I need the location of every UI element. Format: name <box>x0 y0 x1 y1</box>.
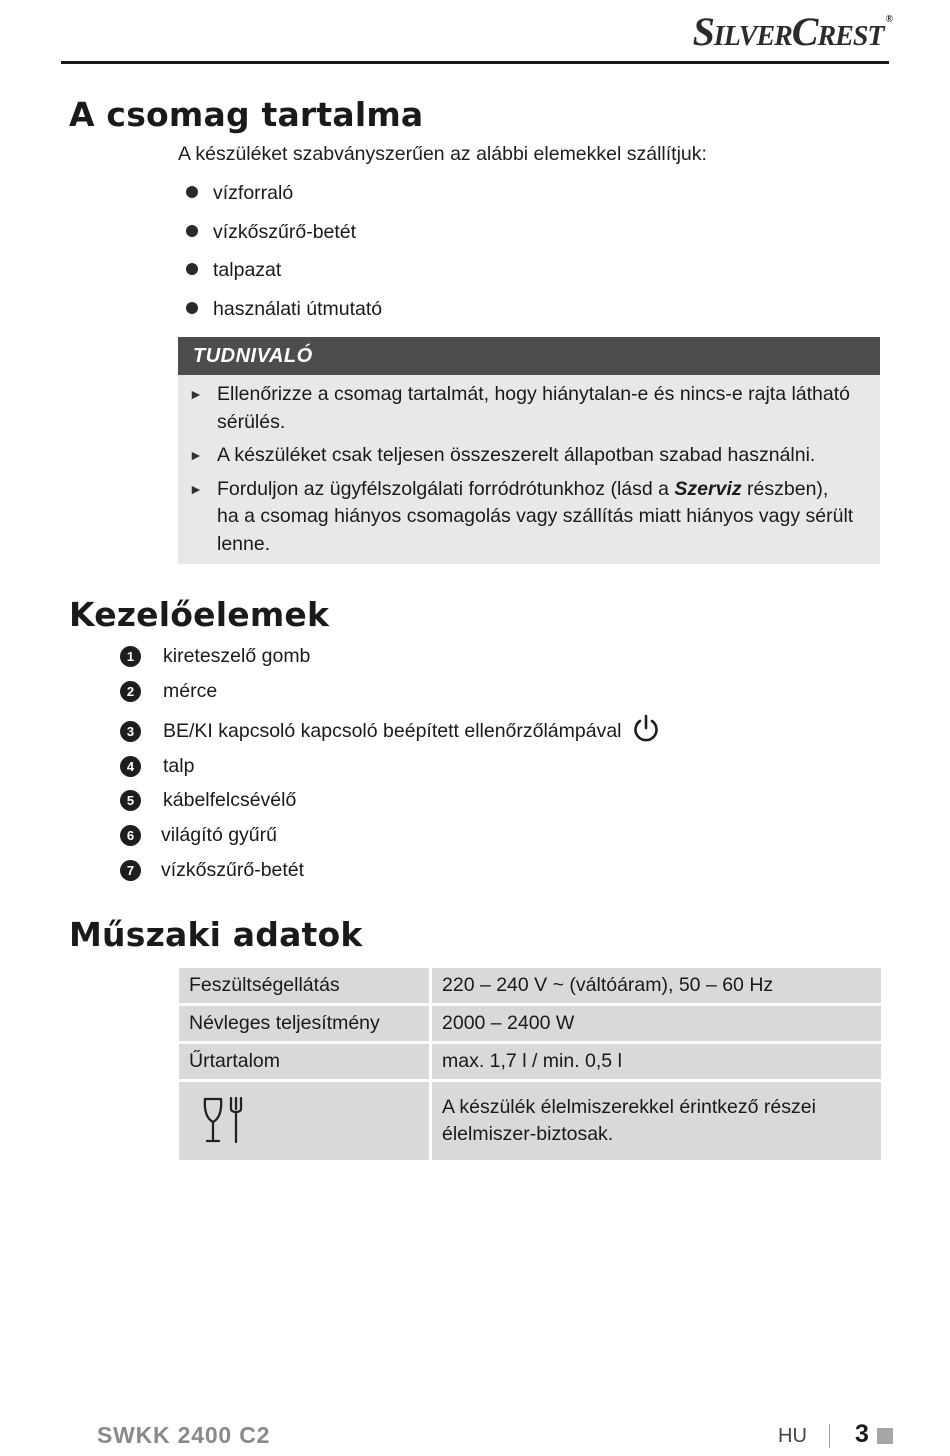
list-item <box>186 178 382 217</box>
list-item-label: BE/KI kapcsoló kapcsoló beépített ellenőrzőlámpával <box>163 720 622 742</box>
language-code: HU <box>778 1425 807 1447</box>
list-item-label: mérce <box>163 680 218 702</box>
notice-text: A készüléket csak teljesen összeszerelt állapotban szabad használni. <box>217 444 816 466</box>
list-item-label: kábelfelcsévélő <box>163 789 297 811</box>
spec-value: élelmiszer-biztosak. <box>442 1123 614 1145</box>
package-list <box>186 178 382 332</box>
list-item-label: kireteszelő gomb <box>163 645 311 667</box>
notice-text: részben), <box>741 477 829 500</box>
notice-box <box>178 337 880 564</box>
triangle-right-icon: ► <box>189 386 203 402</box>
notice-reference: Szerviz <box>674 477 742 500</box>
spec-label: Űrtartalom <box>179 1044 432 1082</box>
spec-value: 220 – 240 V ~ (váltóáram), 50 – 60 Hz <box>432 968 881 1006</box>
model-number: SWKK 2400 C2 <box>97 1422 271 1448</box>
notice-heading: TUDNIVALÓ <box>178 337 880 375</box>
specs-table <box>179 968 881 1160</box>
list-item-label: vízkőszűrő-betét <box>213 220 357 243</box>
spec-value: max. 1,7 l / min. 0,5 l <box>432 1044 881 1082</box>
notice-text: Ellenőrizze a csomag tartalmát, hogy hiánytalan-e és nincs-e rajta látható <box>217 383 850 405</box>
number-badge: 3 <box>120 721 141 742</box>
food-safe-cell <box>179 1082 432 1160</box>
number-badge: 4 <box>120 756 141 777</box>
list-item <box>186 217 382 256</box>
notice-text: Forduljon az ügyfélszolgálati forródrótunkhoz (lásd a <box>217 477 675 500</box>
power-icon <box>632 714 660 744</box>
spec-value: A készülék élelmiszerekkel érintkező részei <box>442 1096 816 1118</box>
section-title-specs: Műszaki adatok <box>69 915 363 954</box>
number-badge: 5 <box>120 790 141 811</box>
list-item-label: talpazat <box>213 259 282 281</box>
number-badge: 7 <box>120 860 141 881</box>
table-row <box>179 1006 881 1044</box>
notice-list <box>178 375 880 558</box>
triangle-right-icon: ► <box>189 480 203 497</box>
list-item <box>186 255 382 294</box>
notice-text: sérülés. <box>217 410 286 433</box>
bullet-icon <box>186 225 198 237</box>
page-number: 3 <box>855 1420 869 1448</box>
triangle-right-icon: ► <box>189 447 203 463</box>
section-title-package: A csomag tartalma <box>69 95 424 134</box>
list-item-label: használati útmutató <box>213 297 383 320</box>
header-rule <box>61 61 889 64</box>
table-row <box>179 968 881 1006</box>
list-item-label: vízkőszűrő-betét <box>161 859 305 881</box>
notice-item <box>178 381 880 436</box>
number-badge: 2 <box>120 681 141 702</box>
list-item <box>186 294 382 333</box>
package-intro: A készüléket szabványszerűen az alábbi elemekkel szállítjuk: <box>178 143 707 165</box>
table-row <box>179 1082 881 1160</box>
food-safe-icon <box>201 1095 251 1147</box>
number-badge: 6 <box>120 825 141 846</box>
footer-divider <box>829 1424 830 1448</box>
brand-logo <box>693 8 892 55</box>
spec-label: Névleges teljesítmény <box>179 1006 432 1044</box>
spec-label: Feszültségellátás <box>179 968 432 1006</box>
list-item-label: vízforraló <box>213 182 294 204</box>
brand-name: SilverCrest <box>692 9 884 54</box>
section-title-controls: Kezelőelemek <box>69 595 330 634</box>
table-row <box>179 1044 881 1082</box>
number-badge: 1 <box>120 646 141 667</box>
notice-item <box>178 476 880 559</box>
spec-value: 2000 – 2400 W <box>432 1006 881 1044</box>
notice-text: lenne. <box>217 532 271 555</box>
bullet-icon <box>186 186 198 198</box>
food-safe-text <box>432 1082 881 1160</box>
registered-mark: ® <box>885 14 892 25</box>
list-item-label: talp <box>163 755 195 777</box>
square-marker-icon <box>877 1428 893 1444</box>
notice-item <box>178 442 880 470</box>
list-item-label: világító gyűrű <box>161 824 277 846</box>
notice-text: ha a csomag hiányos csomagolás vagy szállítás miatt hiányos vagy sérült <box>217 505 854 527</box>
bullet-icon <box>186 263 198 275</box>
bullet-icon <box>186 302 198 314</box>
